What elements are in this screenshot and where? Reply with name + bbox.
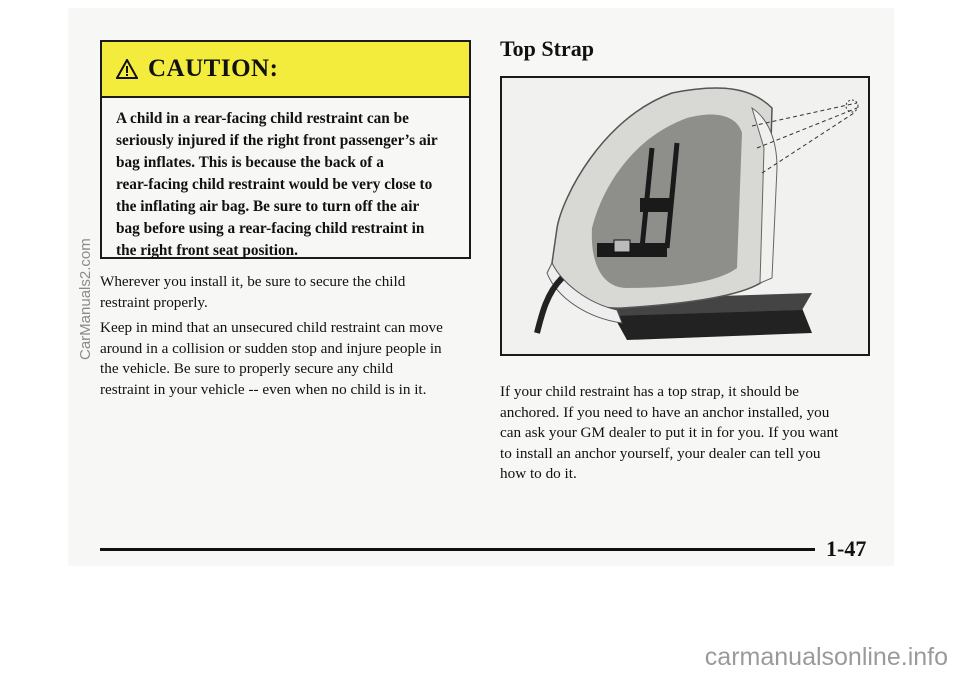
caution-header	[102, 42, 469, 98]
footer-rule	[100, 548, 815, 551]
child-seat-illustration	[500, 76, 870, 356]
page-number: 1-47	[826, 536, 867, 561]
warning-triangle-icon	[116, 59, 138, 79]
text-line: Keep in mind that an unsecured child restraint can move	[100, 319, 443, 336]
text-line: how to do it.	[500, 465, 577, 482]
caution-line: bag before using a rear-facing child restraint in	[116, 220, 425, 237]
text-line: the vehicle. Be sure to properly secure any child	[100, 360, 394, 377]
text-line: anchored. If you need to have an anchor installed, you	[500, 403, 830, 421]
caution-line: A child in a rear-facing child restraint can be	[116, 110, 409, 127]
text-line: restraint in your vehicle -- even when no child is in it.	[100, 380, 427, 398]
caution-title: CAUTION:	[148, 55, 279, 82]
caution-line: the right front seat position.	[116, 242, 299, 259]
text-line: can ask your GM dealer to put it in for you. If you want	[500, 424, 839, 441]
text-line: Wherever you install it, be sure to secure the child	[100, 273, 406, 290]
paragraph-top-strap	[500, 382, 838, 485]
child-seat-drawing	[502, 78, 868, 354]
bottom-watermark[interactable]: carmanualsonline.info	[704, 643, 948, 671]
paragraph-secure	[100, 272, 405, 313]
caution-line: bag inflates. This is because the back of a	[116, 154, 384, 171]
section-title: Top Strap	[500, 36, 594, 61]
caution-line: the inflating air bag. Be sure to turn off the air	[116, 198, 420, 215]
caution-line: seriously injured if the right front passenger’s air	[116, 132, 438, 149]
text-line: restraint properly.	[100, 293, 208, 311]
caution-box	[100, 40, 471, 259]
side-watermark: CarManuals2.com	[77, 238, 94, 360]
text-line: If your child restraint has a top strap, it should be	[500, 383, 800, 400]
text-line: to install an anchor yourself, your dealer can tell you	[500, 444, 821, 462]
caution-text	[102, 98, 469, 262]
text-line: around in a collision or sudden stop and injure people in	[100, 339, 442, 357]
paragraph-unsecured	[100, 318, 443, 400]
caution-line: rear-facing child restraint would be very close to	[116, 176, 433, 193]
